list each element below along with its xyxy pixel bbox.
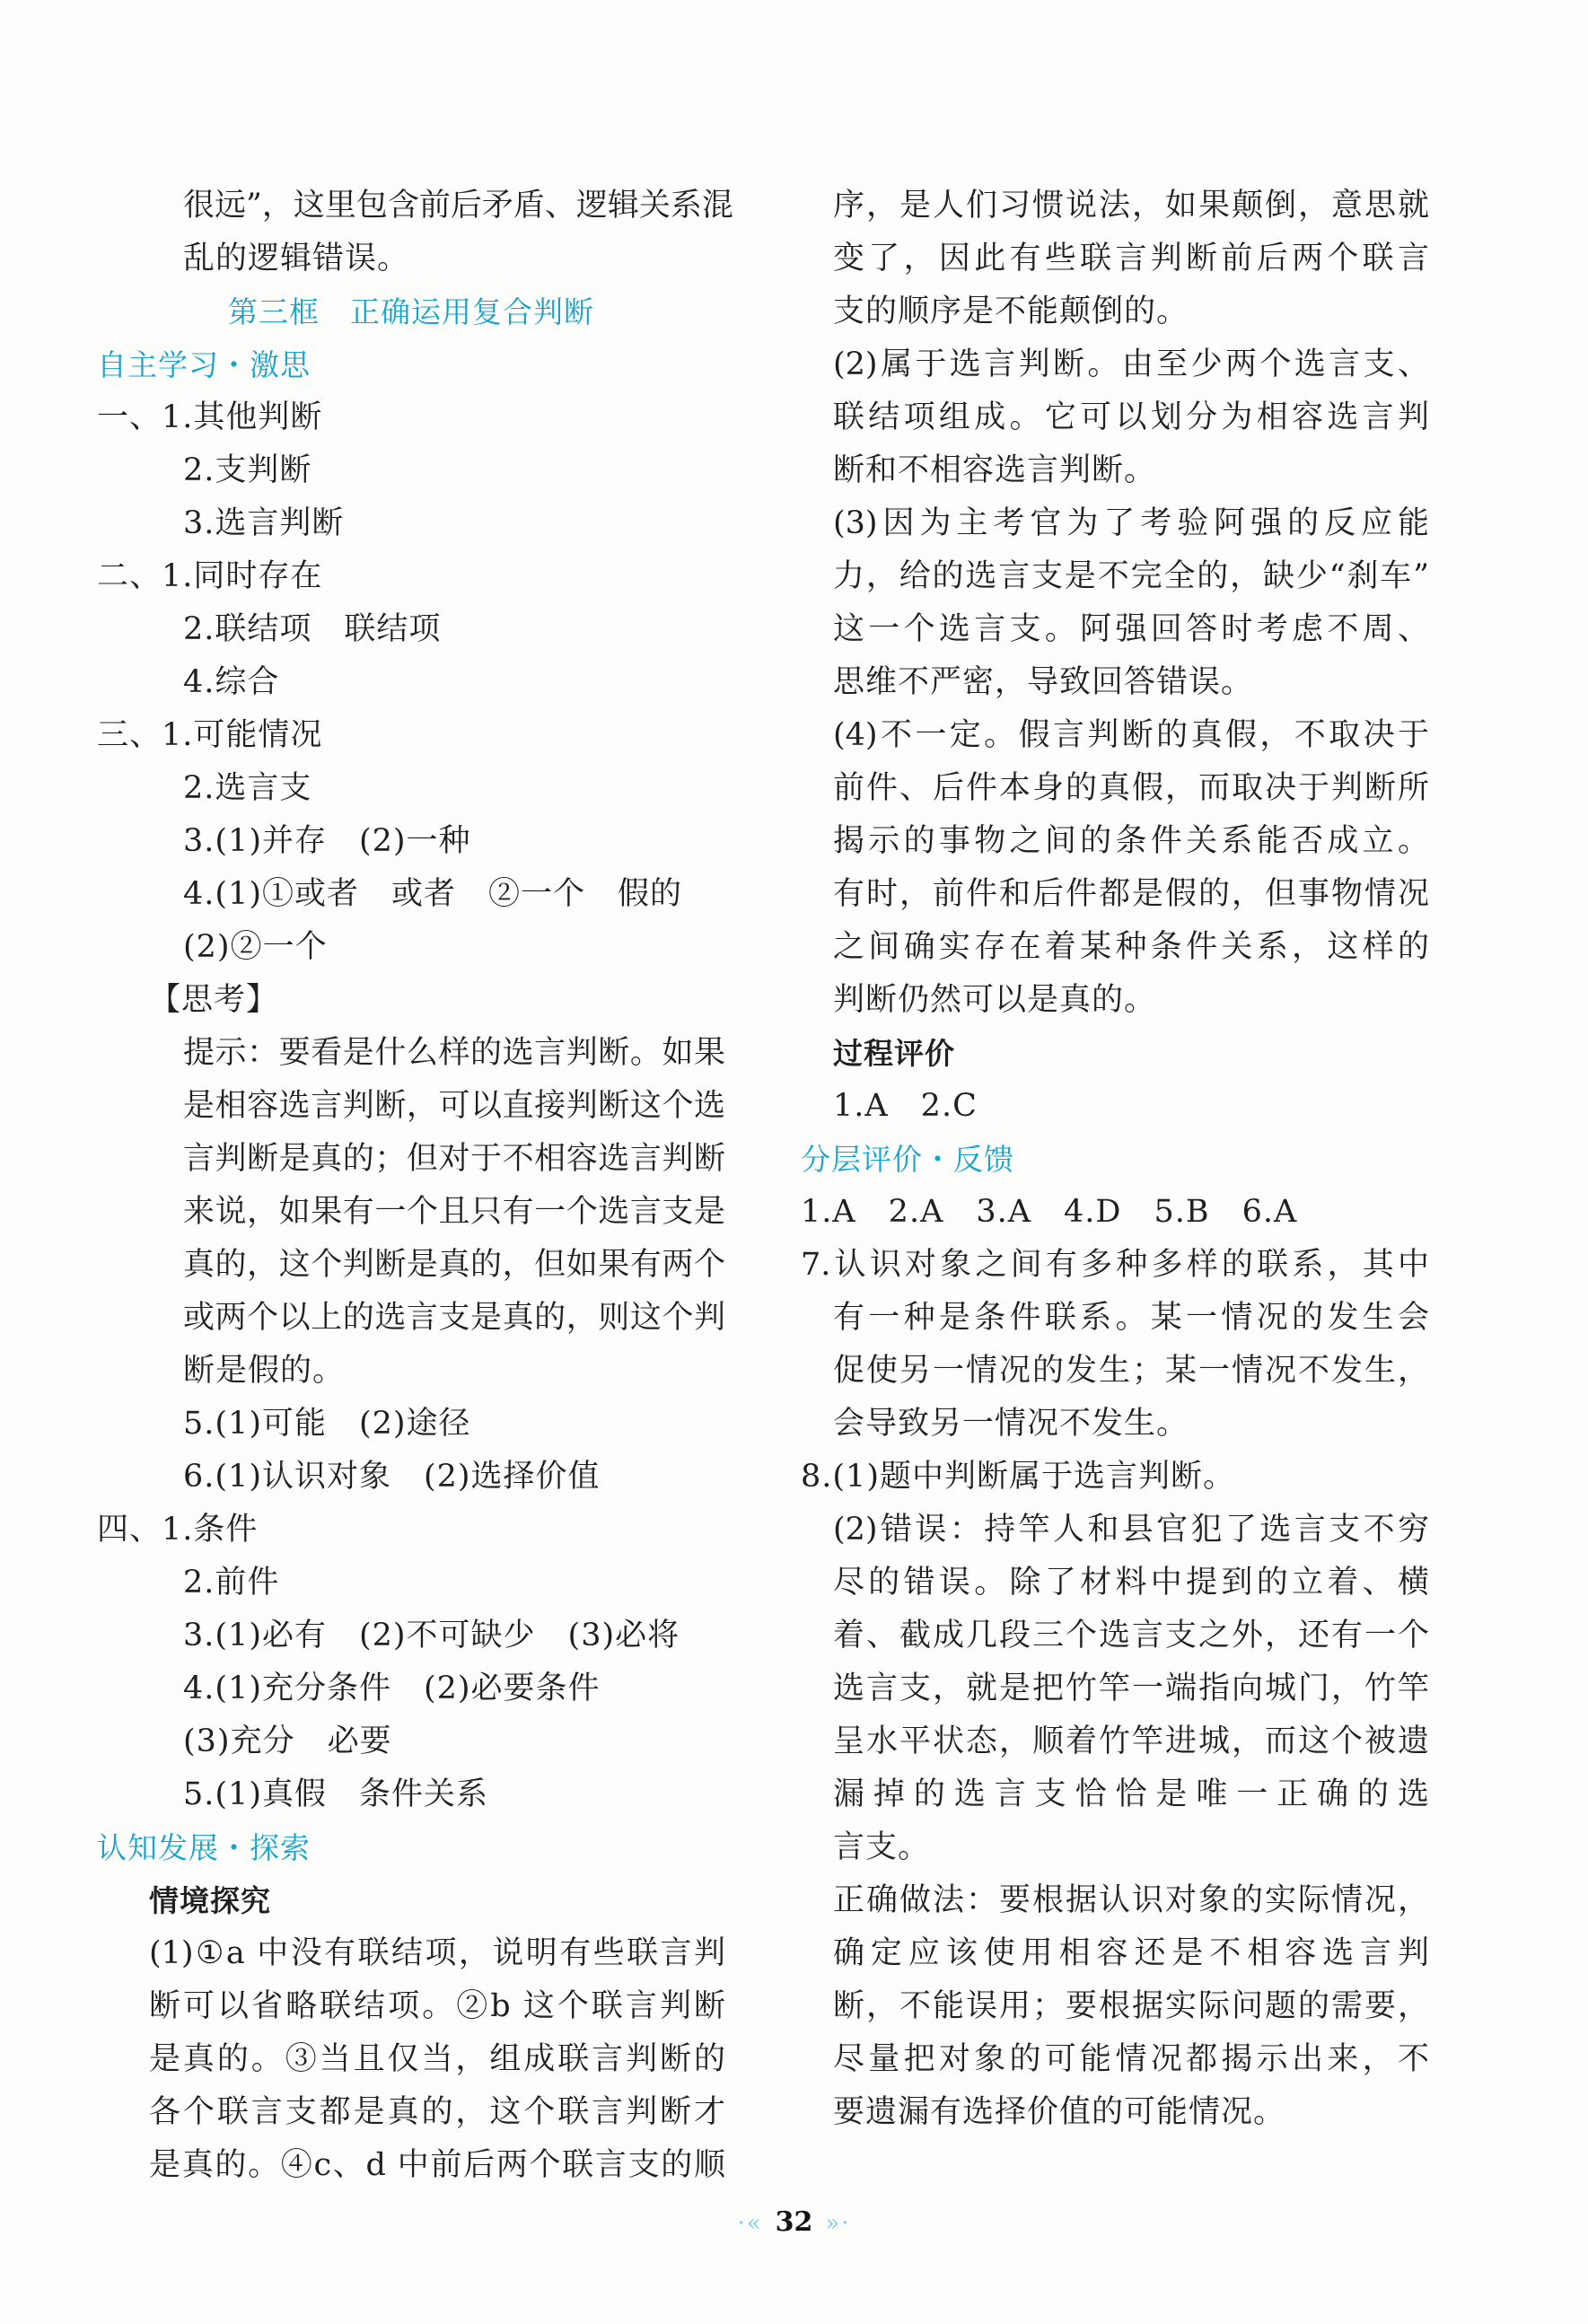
right-text-line: 尽的错误。除了材料中提到的立着、横: [833, 1565, 1429, 1600]
right-text-line: (4)不一定。假言判断的真假，不取决于: [833, 717, 1429, 753]
right-text-line: 1.A 2.C: [833, 1088, 978, 1124]
left-text-line: 5.(1)真假 条件关系: [183, 1776, 488, 1812]
left-text-line: 是真的。④c、d 中前后两个联言支的顺: [149, 2147, 725, 2183]
page-footer: [0, 2206, 1588, 2238]
left-text-line: 5.(1)可能 (2)途径: [183, 1406, 471, 1442]
left-text-line: 6.(1)认识对象 (2)选择价值: [183, 1459, 601, 1495]
footer-deco-right: »·: [825, 2210, 851, 2237]
right-text-line: 揭示的事物之间的条件关系能否成立。: [833, 823, 1429, 859]
right-text-line: 过程评价: [833, 1036, 955, 1071]
right-text-line: 这一个选言支。阿强回答时考虑不周、: [833, 611, 1429, 647]
left-text-line: 二、1.同时存在: [97, 558, 323, 594]
right-text-line: 确定应该使用相容还是不相容选言判: [833, 1935, 1429, 1971]
left-column: [97, 180, 733, 2192]
right-text-line: 尽量把对象的可能情况都揭示出来，不: [833, 2041, 1429, 2077]
right-text-line: 分层评价・反馈: [801, 1142, 1014, 1177]
right-text-line: 8.(1)题中判断属于选言判断。: [801, 1459, 1235, 1495]
left-text-line: 断可以省略联结项。②b 这个联言判断: [149, 1988, 725, 2024]
left-text-line: 乱的逻辑错误。: [183, 241, 410, 276]
left-text-line: 很远”，这里包含前后矛盾、逻辑关系混: [183, 188, 733, 224]
right-text-line: 力，给的选言支是不完全的，缺少“刹车”: [833, 558, 1429, 594]
right-text-line: 联结项组成。它可以划分为相容选言判: [833, 399, 1429, 435]
left-text-line: 3.(1)必有 (2)不可缺少 (3)必将: [183, 1618, 680, 1653]
left-text-line: 自主学习・激思: [97, 347, 311, 382]
right-text-line: 1.A 2.A 3.A 4.D 5.B 6.A: [801, 1194, 1298, 1230]
right-text-line: 正确做法：要根据认识对象的实际情况，: [833, 1882, 1429, 1918]
right-text-line: 有一种是条件联系。某一情况的发生会: [833, 1300, 1429, 1336]
left-text-line: 2.选言支: [183, 770, 312, 806]
left-text-line: 断是假的。: [183, 1353, 346, 1389]
right-text-line: 之间确实存在着某种条件关系，这样的: [833, 929, 1429, 965]
right-text-line: 变了，因此有些联言判断前后两个联言: [833, 241, 1429, 276]
left-text-line: 提示：要看是什么样的选言判断。如果: [183, 1035, 725, 1071]
left-text-line: 是相容选言判断，可以直接判断这个选: [183, 1088, 725, 1124]
right-text-line: 着、截成几段三个选言支之外，还有一个: [833, 1618, 1429, 1653]
left-text-line: 各个联言支都是真的，这个联言判断才: [149, 2094, 725, 2130]
right-text-line: 支的顺序是不能颠倒的。: [833, 294, 1189, 329]
left-text-line: 第三框 正确运用复合判断: [228, 294, 594, 329]
left-text-line: 2.前件: [183, 1565, 280, 1600]
right-text-line: 漏掉的选言支恰恰是唯一正确的选: [833, 1776, 1429, 1812]
right-text-line: (3)因为主考官为了考验阿强的反应能: [833, 505, 1429, 541]
right-text-line: 序，是人们习惯说法，如果颠倒，意思就: [833, 188, 1429, 224]
left-text-line: 真的，这个判断是真的，但如果有两个: [183, 1247, 725, 1283]
left-text-line: 3.(1)并存 (2)一种: [183, 823, 471, 859]
right-column: [801, 180, 1429, 2139]
right-text-line: 选言支，就是把竹竿一端指向城门，竹竿: [833, 1671, 1429, 1706]
left-text-line: 4.综合: [183, 664, 280, 700]
right-text-line: 思维不严密，导致回答错误。: [833, 664, 1254, 700]
right-text-line: 言支。: [833, 1829, 931, 1865]
left-text-line: 情境探究: [149, 1883, 271, 1918]
right-text-line: 7.认识对象之间有多种多样的联系，其中: [801, 1247, 1429, 1283]
left-text-line: 是真的。③当且仅当，组成联言判断的: [149, 2041, 725, 2077]
right-text-line: 有时，前件和后件都是假的，但事物情况: [833, 876, 1429, 912]
left-text-line: 【思考】: [149, 982, 279, 1018]
right-text-line: (2)错误：持竿人和县官犯了选言支不穷: [833, 1512, 1429, 1548]
left-text-line: 认知发展・探索: [97, 1830, 311, 1865]
left-text-line: (3)充分 必要: [183, 1723, 392, 1759]
left-text-line: (2)②一个: [183, 929, 328, 965]
left-text-line: 2.支判断: [183, 452, 312, 488]
right-text-line: 断和不相容选言判断。: [833, 452, 1157, 488]
right-text-line: 判断仍然可以是真的。: [833, 982, 1157, 1018]
left-text-line: 言判断是真的；但对于不相容选言判断: [183, 1141, 725, 1177]
right-text-line: (2)属于选言判断。由至少两个选言支、: [833, 346, 1429, 382]
left-text-line: 四、1.条件: [97, 1512, 259, 1548]
left-text-line: 来说，如果有一个且只有一个选言支是: [183, 1194, 725, 1230]
right-text-line: 断，不能误用；要根据实际问题的需要，: [833, 1988, 1429, 2024]
right-text-line: 前件、后件本身的真假，而取决于判断所: [833, 770, 1429, 806]
footer-deco-left: ·«: [737, 2210, 763, 2237]
right-text-line: 促使另一情况的发生；某一情况不发生，: [833, 1353, 1429, 1389]
page-number: 32: [775, 2206, 813, 2238]
left-text-line: 2.联结项 联结项: [183, 611, 442, 647]
left-text-line: 4.(1)充分条件 (2)必要条件: [183, 1671, 601, 1706]
right-text-line: 会导致另一情况不发生。: [833, 1406, 1189, 1442]
left-text-line: 4.(1)①或者 或者 ②一个 假的: [183, 876, 682, 912]
left-text-line: 一、1.其他判断: [97, 399, 323, 435]
left-text-line: (1)①a 中没有联结项，说明有些联言判: [149, 1935, 725, 1971]
left-text-line: 3.选言判断: [183, 505, 345, 541]
left-text-line: 或两个以上的选言支是真的，则这个判: [183, 1300, 725, 1336]
right-text-line: 要遗漏有选择价值的可能情况。: [833, 2094, 1286, 2130]
left-text-line: 三、1.可能情况: [97, 717, 323, 753]
right-text-line: 呈水平状态，顺着竹竿进城，而这个被遗: [833, 1723, 1429, 1759]
